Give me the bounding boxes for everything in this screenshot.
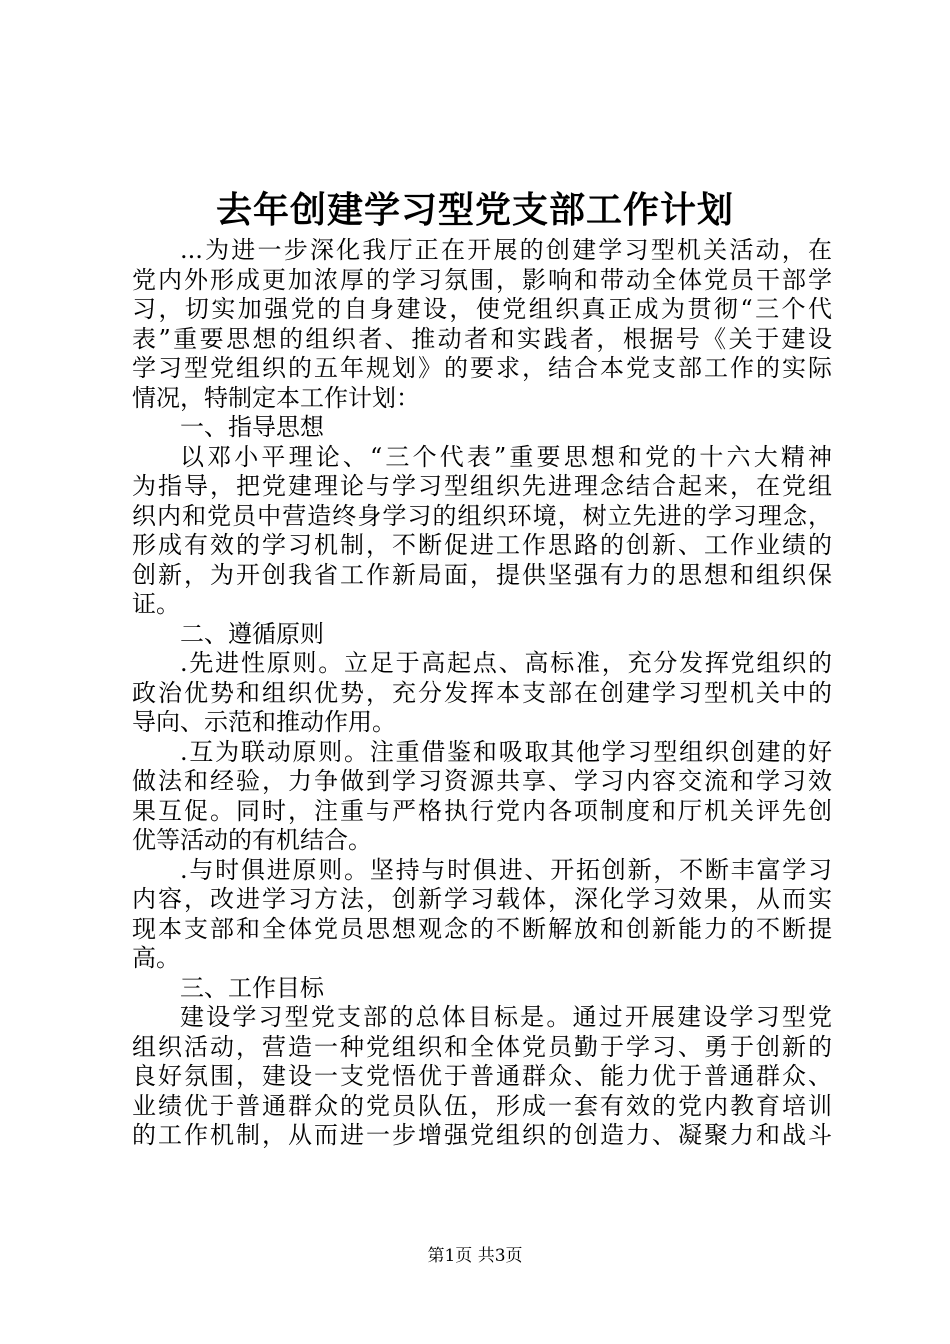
text-line: 导向、示范和推动作用。 (132, 708, 396, 736)
text-line: 高。 (132, 944, 180, 972)
text-line: 为指导，把党建理论与学习型组织先进理念结合起来，在党组 (132, 472, 832, 500)
text-line: .互为联动原则。注重借鉴和吸取其他学习型组织创建的好 (180, 737, 832, 766)
text-line: 建设学习型党支部的总体目标是。通过开展建设学习型党 (180, 1003, 832, 1031)
page-footer: 第1页 共3页 (427, 1246, 523, 1266)
text-line: 优等活动的有机结合。 (132, 826, 372, 854)
text-line: 情况，特制定本工作计划： (132, 383, 420, 412)
document-body (132, 236, 832, 1151)
text-line: 做法和经验，力争做到学习资源共享、学习内容交流和学习效 (132, 767, 832, 795)
text-line: 二、遵循原则 (180, 619, 324, 648)
text-line: 的工作机制，从而进一步增强党组织的创造力、凝聚力和战斗 (132, 1121, 832, 1149)
text-line: 果互促。同时，注重与严格执行党内各项制度和厅机关评先创 (132, 796, 832, 825)
text-line: .与时俱进原则。坚持与时俱进、开拓创新，不断丰富学习 (180, 855, 832, 884)
text-line: 良好氛围，建设一支党悟优于普通群众、能力优于普通群众、 (132, 1062, 832, 1090)
text-line: 业绩优于普通群众的党员队伍，形成一套有效的党内教育培训 (132, 1091, 832, 1120)
text-line: 组织活动，营造一种党组织和全体党员勤于学习、勇于创新的 (132, 1032, 832, 1061)
text-line: 学习型党组织的五年规划》的要求，结合本党支部工作的实际 (132, 354, 832, 382)
text-line: 习，切实加强党的自身建设，使党组织真正成为贯彻“三个代 (132, 295, 832, 323)
text-line: 内容，改进学习方法，创新学习载体，深化学习效果，从而实 (132, 885, 832, 913)
text-line: 形成有效的学习机制，不断促进工作思路的创新、工作业绩的 (132, 531, 832, 559)
text-line: 三、工作目标 (180, 973, 324, 1002)
text-line: 证。 (132, 590, 180, 618)
text-line: ...为进一步深化我厅正在开展的创建学习型机关活动，在 (180, 236, 832, 264)
text-line: 以邓小平理论、“三个代表”重要思想和党的十六大精神 (180, 442, 832, 471)
text-line: 表”重要思想的组织者、推动者和实践者，根据号《关于建设 (132, 324, 832, 353)
document-title: 去年创建学习型党支部工作计划 (215, 189, 734, 231)
text-line: 创新，为开创我省工作新局面，提供坚强有力的思想和组织保 (132, 560, 832, 589)
text-line: 政治优势和组织优势，充分发挥本支部在创建学习型机关中的 (132, 678, 832, 707)
text-line: .先进性原则。立足于高起点、高标准，充分发挥党组织的 (180, 649, 832, 677)
text-line: 织内和党员中营造终身学习的组织环境，树立先进的学习理念， (132, 501, 832, 530)
text-line: 现本支部和全体党员思想观念的不断解放和创新能力的不断提 (132, 914, 832, 943)
text-line: 一、指导思想 (180, 413, 324, 441)
text-line: 党内外形成更加浓厚的学习氛围，影响和带动全体党员干部学 (132, 265, 832, 294)
